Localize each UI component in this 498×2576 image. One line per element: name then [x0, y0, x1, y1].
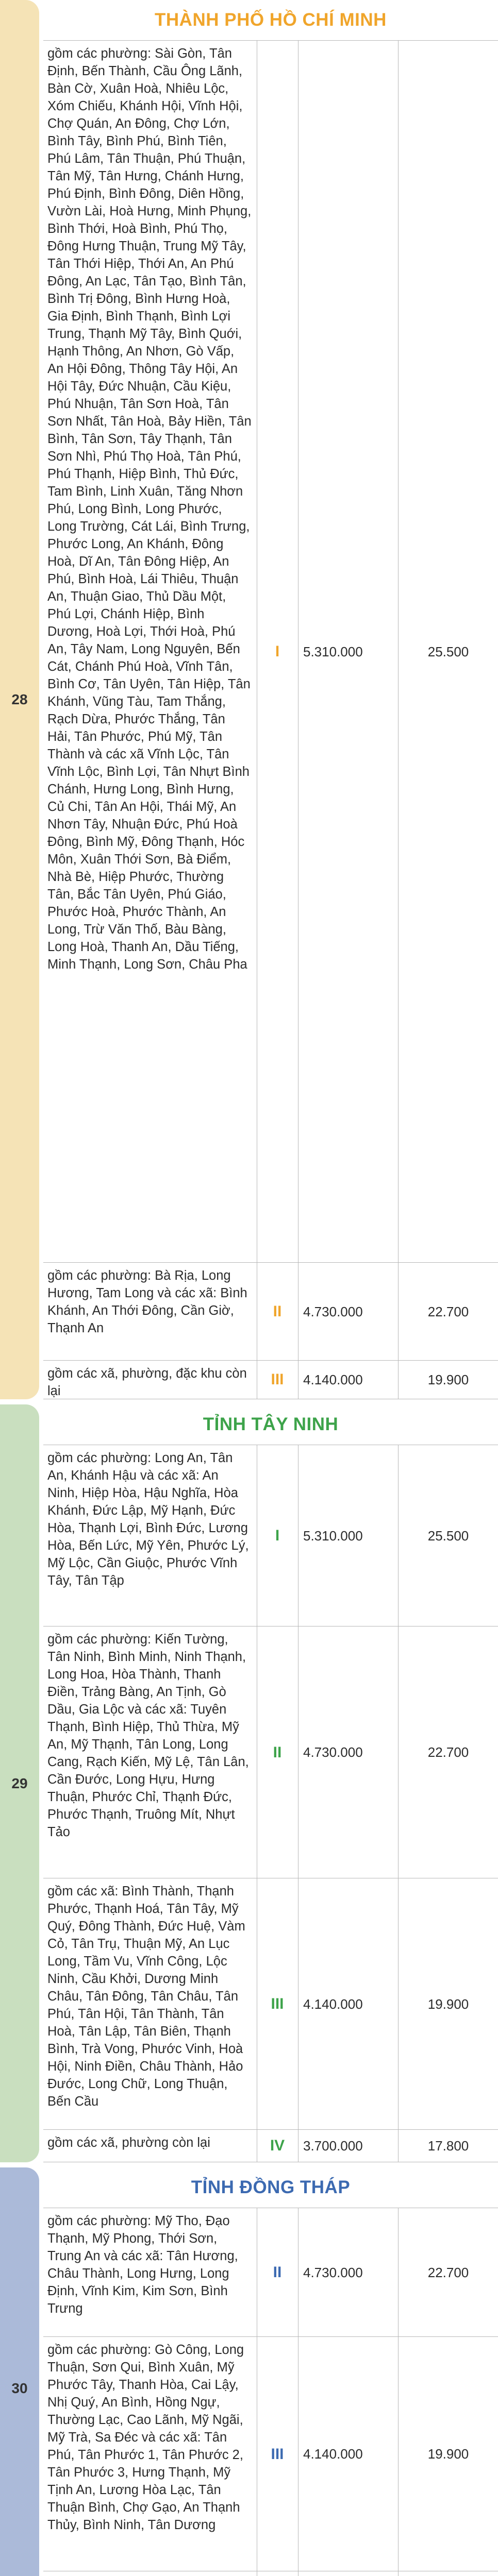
area-description-cell — [43, 2208, 257, 2337]
price-value: 4.730.000 — [298, 1626, 399, 1878]
rent-value: 22.700 — [427, 2264, 469, 2280]
area-description: gồm các xã, phường, đặc khu còn lại — [47, 1366, 247, 1398]
table-row — [43, 2129, 498, 2162]
price-value: 4.730.000 — [298, 2208, 399, 2337]
area-class: I — [257, 1445, 298, 1626]
area-class: II — [257, 2208, 298, 2337]
rent-value: 17.800 — [427, 2138, 469, 2154]
rent-value: 25.500 — [427, 643, 469, 659]
area-description-cell — [43, 41, 257, 1263]
area-class: I — [257, 41, 298, 1263]
rent-value: 22.700 — [427, 1744, 469, 1760]
province-number-cell — [0, 0, 39, 1399]
rent-value: 19.900 — [427, 1371, 469, 1387]
area-class: IV — [257, 2130, 298, 2162]
table-row — [43, 1878, 498, 2130]
area-description-cell — [43, 1878, 257, 2130]
province-number-cell — [0, 2167, 39, 2576]
table-row — [43, 1262, 498, 1361]
price-value: 4.140.000 — [298, 2337, 399, 2571]
price-value: 5.310.000 — [298, 41, 399, 1263]
province-number: 30 — [11, 2380, 28, 2396]
area-description-cell — [43, 2337, 257, 2571]
price-value: 4.140.000 — [298, 1361, 399, 1399]
price-value — [298, 2571, 399, 2576]
rent-value: 19.900 — [427, 1996, 469, 2012]
price-value: 3.700.000 — [298, 2130, 399, 2162]
area-description — [43, 2571, 257, 2576]
province-number: 28 — [11, 691, 28, 707]
area-class: II — [257, 1626, 298, 1878]
price-value: 4.730.000 — [298, 1263, 399, 1361]
table-row — [43, 2336, 498, 2571]
table-row — [43, 1445, 498, 1626]
province-title: TỈNH ĐỒNG THÁP — [191, 2177, 351, 2197]
area-class — [257, 2571, 298, 2576]
area-class: III — [257, 1361, 298, 1399]
area-description-cell — [43, 1445, 257, 1626]
area-description-cell — [43, 1263, 257, 1361]
area-description: gồm các phường: Bà Rịa, Long Hương, Tam Long và các xã: Bình Khánh, An Thới Đông, Cần Giờ, Thạnh An — [47, 1268, 247, 1335]
table-row — [43, 1360, 498, 1399]
province-block-29 — [0, 1404, 498, 2162]
table-row — [43, 2571, 498, 2576]
area-description-cell — [43, 1361, 257, 1399]
area-description: gồm các xã, phường còn lại — [47, 2136, 210, 2150]
area-description: gồm các phường: Mỹ Tho, Đạo Thạnh, Mỹ Phong, Thới Sơn, Trung An và các xã: Tân Hương, Châu Thành, Long Hưng, Long Định, Vĩnh Kim, Kim Sơn, Bình Trưng — [47, 2214, 238, 2316]
province-block-30 — [0, 2167, 498, 2576]
area-description: gồm các phường: Gò Công, Long Thuận, Sơn Qui, Bình Xuân, Mỹ Phước Tây, Thanh Hòa, Cai Lậy, Nhị Quý, An Bình, Hồng Ngự, Thường Lạc, Cao Lãnh, Mỹ Ngãi, Mỹ Trà, Sa Đéc và các xã: Tân Phú, Tân Phước 1, Tân Phước 2, Tân Phước 3, Hưng Thạnh, Mỹ Tịnh An, Lương Hòa Lạc, Tân Thuận Bình, Chợ Gạo, An Thạnh Thủy, Bình Ninh, Tân Dương — [47, 2343, 244, 2532]
province-number-cell — [0, 1404, 39, 2162]
province-title: TỈNH TÂY NINH — [203, 1414, 339, 1434]
area-description: gồm các phường: Sài Gòn, Tân Định, Bến Thành, Cầu Ông Lãnh, Bàn Cờ, Xuân Hoà, Nhiêu Lộc, Xóm Chiếu, Khánh Hội, Vĩnh Hội, Chợ Quán, An Đông, Chợ Lớn, Bình Tây, Bình Phú, Bình Tiên, Phú Lâm, Tân Thuận, Phú Thuận, Tân Mỹ, Tân Hưng, Chánh Hưng, Phú Định, Bình Đông, Diên Hồng, Vườn Lài, Hoà Hưng, Minh Phụng, Bình Thới, Hoà Bình, Phú Thọ, Đông Hưng Thuận, Trung Mỹ Tây, Tân Thới Hiệp, Thới An, An Phú Đông, An Lạc, Tân Tạo, Bình Tân, Bình Trị Đông, Bình Hưng Hoà, Gia Định, Bình Thạnh, Bình Lợi Trung, Thạnh Mỹ Tây, Bình Quới, Hạnh Thông, An Nhơn, Gò Vấp, An Hội Đông, Thông Tây Hội, An Hội Tây, Đức Nhuận, Cầu Kiệu, Phú Nhuận, Tân Sơn Hoà, Tân Sơn Nhất, Tân Hoà, Bảy Hiền, Tân Bình, Tân Sơn, Tây Thạnh, Tân Sơn Nhì, Phú Thọ Hoà, Tân Phú, Phú Thạnh, Hiệp Bình, Thủ Đức, Tam Bình, Linh Xuân, Tăng Nhơn Phú, Long Bình, Long Phước, Long Trường, Cát Lái, Bình Trưng, Phước Long, An Khánh, Đông Hoà, Dĩ An, Tân Đông Hiệp, An Phú, Bình Hoà, Lái Thiêu, Thuận An, Thuận Giao, Thủ Dầu Một, Phú Lợi, Chánh Hiệp, Bình Dương, Hoà Lợi, Thới Hoà, Phú An, Tây Nam, Long Nguyên, Bến Cát, Chánh Phú Hoà, Vĩnh Tân, Bình Cơ, Tân Uyên, Tân Hiệp, Tân Khánh, Vũng Tàu, Tam Thắng, Rạch Dừa, Phước Thắng, Tân Hải, Tân Phước, Phú Mỹ, Tân Thành và các xã Vĩnh Lộc, Tân Vĩnh Lộc, Bình Lợi, Tân Nhựt Bình Chánh, Hưng Long, Bình Hưng, Củ Chi, Tân An Hội, Thái Mỹ, An Nhơn Tây, Nhuận Đức, Phú Hoà Đông, Bình Mỹ, Đông Thạnh, Hóc Môn, Xuân Thới Sơn, Bà Điểm, Nhà Bè, Hiệp Phước, Thường Tân, Bắc Tân Uyên, Phú Giáo, Phước Hoà, Phước Thành, An Long, Trừ Văn Thố, Bàu Bàng, Long Hoà, Thanh An, Dầu Tiếng, Minh Thạnh, Long Sơn, Châu Pha — [47, 46, 252, 972]
area-class: III — [257, 2337, 298, 2571]
rent-value: 22.700 — [427, 1303, 469, 1319]
rent-value: 19.900 — [427, 2446, 469, 2462]
province-title: THÀNH PHỐ HỒ CHÍ MINH — [155, 10, 387, 30]
area-description-cell — [43, 2130, 257, 2162]
province-number: 29 — [11, 1775, 28, 1791]
rent-value — [399, 2571, 498, 2576]
area-class: II — [257, 1263, 298, 1361]
area-description: gồm các xã: Bình Thành, Thạnh Phước, Thạnh Hoá, Tân Tây, Mỹ Quý, Đông Thành, Đức Huệ, Vàm Cỏ, Tân Trụ, Thuận Mỹ, An Lục Long, Tầm Vu, Vĩnh Công, Lộc Ninh, Cầu Khởi, Dương Minh Châu, Tân Đông, Tân Châu, Tân Phú, Tân Hội, Tân Thành, Tân Hoà, Tân Lập, Tân Biên, Thạnh Bình, Trà Vong, Phước Vinh, Hoà Hội, Ninh Điền, Châu Thành, Hảo Đước, Long Chữ, Long Thuận, Bến Cầu — [47, 1884, 245, 2109]
rent-value: 25.500 — [427, 1528, 469, 1544]
area-description: gồm các phường: Long An, Tân An, Khánh Hậu và các xã: An Ninh, Hiệp Hòa, Hậu Nghĩa, Hòa Khánh, Đức Lập, Mỹ Hạnh, Đức Hòa, Thạnh Lợi, Bình Đức, Lương Hòa, Bến Lức, Mỹ Yên, Phước Lý, Mỹ Lộc, Cần Giuộc, Phước Vĩnh Tây, Tân Tập — [47, 1451, 249, 1588]
area-class: III — [257, 1878, 298, 2130]
area-description-cell — [43, 1626, 257, 1878]
table-row — [43, 1626, 498, 1878]
price-value: 4.140.000 — [298, 1878, 399, 2130]
area-description: gồm các phường: Kiến Tường, Tân Ninh, Bình Minh, Ninh Thạnh, Long Hoa, Hòa Thành, Thanh Điền, Trảng Bàng, An Tịnh, Gò Dầu, Gia Lộc và các xã: Tuyên Thạnh, Bình Hiệp, Thủ Thừa, Mỹ An, Mỹ Thạnh, Tân Long, Long Cang, Rạch Kiến, Mỹ Lệ, Tân Lân, Cần Đước, Long Hựu, Hưng Thuận, Phước Chỉ, Thạnh Đức, Phước Thạnh, Truông Mít, Nhựt Tảo — [47, 1632, 249, 1839]
area-description-cell — [43, 2571, 257, 2576]
table-row — [43, 2208, 498, 2337]
table-row — [43, 40, 498, 1263]
price-value: 5.310.000 — [298, 1445, 399, 1626]
